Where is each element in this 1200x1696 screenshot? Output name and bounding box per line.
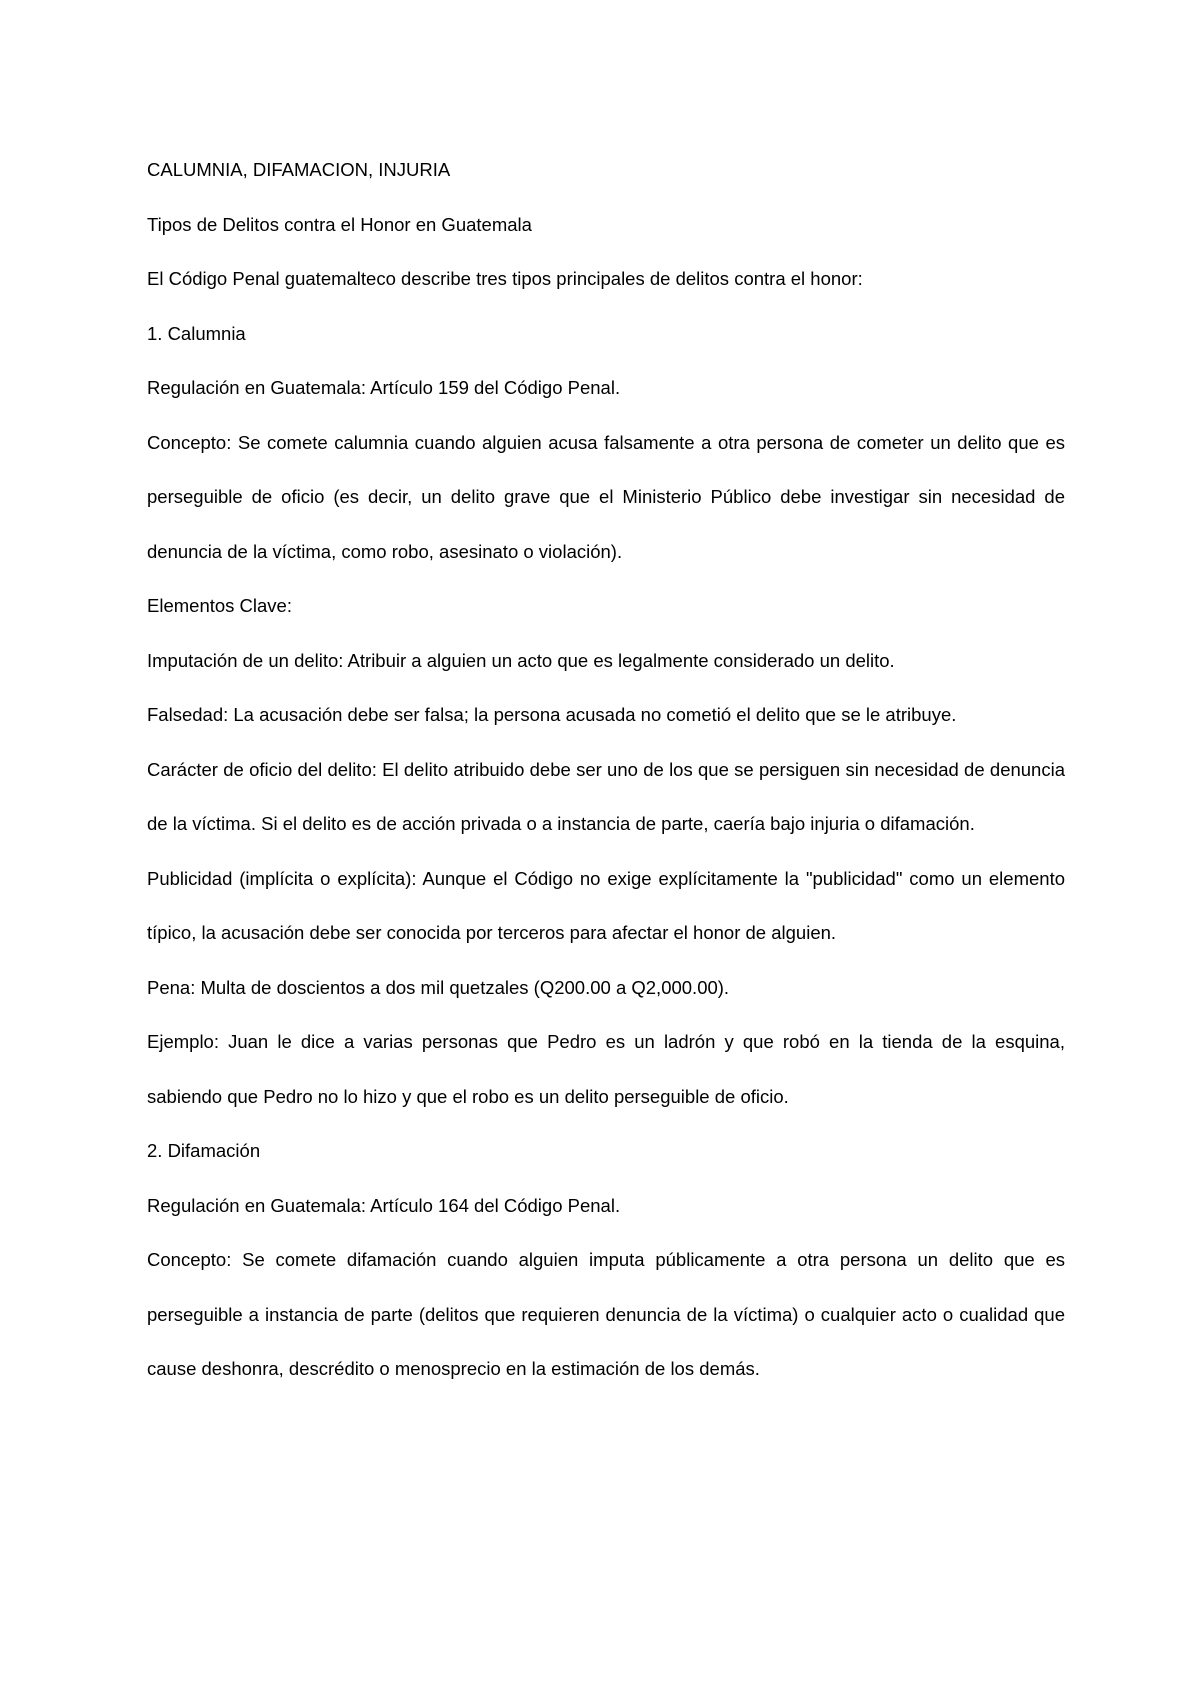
- calumnia-regulacion: Regulación en Guatemala: Artículo 159 del Código Penal.: [147, 377, 621, 398]
- calumnia-pena: Pena: Multa de doscientos a dos mil quetzales (Q200.00 a Q2,000.00).: [147, 976, 730, 998]
- document-subtitle: Tipos de Delitos contra el Honor en Guatemala: [147, 213, 532, 235]
- document-title: CALUMNIA, DIFAMACION, INJURIA: [147, 159, 451, 180]
- difamacion-regulacion: Regulación en Guatemala: Artículo 164 del Código Penal.: [147, 1194, 621, 1216]
- calumnia-caracter: Carácter de oficio del delito: El delito atribuido debe ser uno de los que se persiguen sin necesidad de denuncia de la víctima. Si el delito es de acción privada o a instancia de parte, caería bajo injuria o difamación.: [147, 758, 1065, 834]
- intro-paragraph: El Código Penal guatemalteco describe tres tipos principales de delitos contra el honor:: [147, 268, 863, 289]
- calumnia-ejemplo: Ejemplo: Juan le dice a varias personas que Pedro es un ladrón y que robó en la tienda de la esquina, sabiendo que Pedro no lo hizo y que el robo es un delito perseguible de oficio.: [147, 1031, 1065, 1107]
- calumnia-publicidad: Publicidad (implícita o explícita): Aunque el Código no exige explícitamente la "publicidad" como un elemento típico, la acusación debe ser conocida por terceros para afectar el honor de alguien.: [147, 867, 1065, 943]
- calumnia-concepto: Concepto: Se comete calumnia cuando alguien acusa falsamente a otra persona de cometer un delito que es perseguible de oficio (es decir, un delito grave que el Ministerio Público debe investigar sin necesidad de denuncia de la víctima, como robo, asesinato o violación).: [147, 431, 1065, 562]
- calumnia-imputacion: Imputación de un delito: Atribuir a alguien un acto que es legalmente considerado un delito.: [147, 649, 895, 671]
- calumnia-elementos-heading: Elementos Clave:: [147, 595, 292, 616]
- calumnia-falsedad: Falsedad: La acusación debe ser falsa; la persona acusada no cometió el delito que se le atribuye.: [147, 704, 957, 725]
- section-heading-calumnia: 1. Calumnia: [147, 322, 246, 344]
- section-heading-difamacion: 2. Difamación: [147, 1140, 261, 1161]
- difamacion-concepto: Concepto: Se comete difamación cuando alguien imputa públicamente a otra persona un delito que es perseguible a instancia de parte (delitos que requieren denuncia de la víctima) o cualquier acto o cualidad que cause deshonra, descrédito o menosprecio en la estimación de los demás.: [147, 1249, 1065, 1379]
